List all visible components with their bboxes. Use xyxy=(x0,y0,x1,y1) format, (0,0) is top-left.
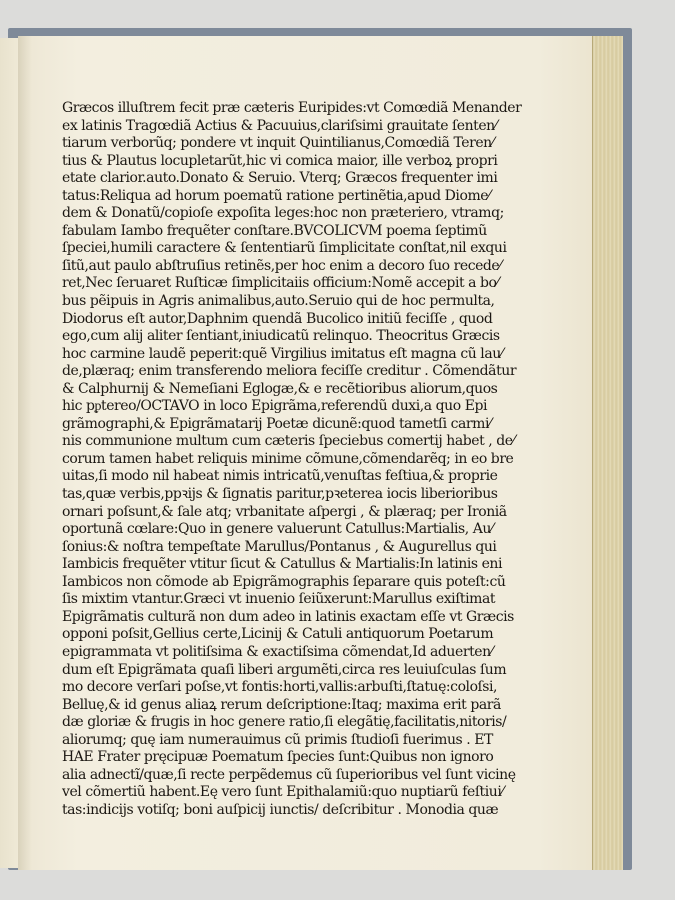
text-line: Diodorus eſt autor,Daphnim quendã Bucolico initiũ feciſſe , quod xyxy=(62,310,493,327)
text-line: corum tamen habet reliquis minime cõmune,cõmendarẽq; in eo bre xyxy=(62,450,514,467)
text-line: ſis mixtim vtantur.Græci vt inuenio ſeiũxerunt:Marullus exiſtimat xyxy=(62,591,496,608)
text-line: dem & Donatũ/copioſe expoſita leges:hoc non præteriero, vtramq; xyxy=(62,205,504,222)
text-line: aliorumq; quę iam numerauimus cũ primis ſtudioſi fuerimus . ET xyxy=(62,731,493,748)
text-line: tatus:Reliqua ad horum poematũ ratione pertinẽtia,apud Diome⁄ xyxy=(62,187,490,204)
text-line: Epigrãmatis culturã non dum adeo in latinis exactam eſſe vt Græcis xyxy=(62,608,514,625)
text-line: etate clarior.auto.Donato & Seruio. Vterq; Græcos frequenter imi xyxy=(62,170,498,187)
text-line: tas,quæ verbis,ppꝛijs & ſignatis paritur,pꝛeterea iocis liberioribus xyxy=(62,486,498,503)
facing-page-edge xyxy=(0,38,19,868)
text-line: oportunã cœlare:Quo in genere valuerunt Catullus:Martialis, Au⁄ xyxy=(62,521,493,538)
text-line: ſonius:& noſtra tempeſtate Marullus/Pontanus , & Augurellus qui xyxy=(62,538,497,555)
text-line: ſitũ,aut paulo abſtruſius retinẽs,per hoc enim a decoro ſuo recede⁄ xyxy=(62,257,502,274)
text-line: & Calphurnij & Nemeſiani Eglogæ,& e recẽtioribus aliorum,quos xyxy=(62,380,498,397)
text-line: tius & Plautus locupletarũt,hic vi comica maior, ille verboꝝ propri xyxy=(62,152,498,169)
text-line: opponi poſsit,Gellius certe,Licinij & Catuli antiquorum Poetarum xyxy=(62,626,494,643)
text-line: alia adnectĩ/quæ,ſi recte perpẽdemus cũ ſuperioribus vel ſunt vicinę xyxy=(62,766,516,783)
text-line: nis communione multum cum cæteris ſpeciebus comertij habet , de⁄ xyxy=(62,433,515,450)
text-line: epigrammata vt politiſsima & exactiſsima cõmendat,Id aduerten⁄ xyxy=(62,643,493,660)
text-line: vel cõmertiũ habent.Eę vero ſunt Epithalamiũ:quo nuptiarũ feſtiui⁄ xyxy=(62,784,504,801)
text-line: Iambicos non cõmode ab Epigrãmographis ſeparare quis poteſt:cũ xyxy=(62,573,506,590)
text-line: HAE Frater pręcipuæ Poematum ſpecies ſunt:Quibus non ignoro xyxy=(62,749,494,766)
text-line: ex latinis Tragœdiã Actius & Pacuuius,clariſsimi grauitate ſenten⁄ xyxy=(62,117,497,134)
text-line: Belluę,& id genus aliaꝝ rerum deſcriptione:Itaq; maxima erit parã xyxy=(62,696,501,713)
text-line: fabulam Iambo frequẽter conſtare.BVCOLICVM poema ſeptimũ xyxy=(62,222,487,239)
text-line: ego,cum alij aliter ſentiant,iniudicatũ relinquo. Theocritus Græcis xyxy=(62,328,500,345)
text-line: hoc carmine laudẽ peperit:quẽ Virgilius imitatus eſt magna cũ lau⁄ xyxy=(62,345,503,362)
text-line: uitas,ſi modo nil habeat nimis intricatũ,venuſtas feſtiua,& proprie xyxy=(62,468,498,485)
text-line: ret,Nec ſeruaret Ruſticæ ſimplicitaiis officium:Nomẽ accepit a bo⁄ xyxy=(62,275,499,292)
page-text-block xyxy=(62,100,582,819)
text-line: Græcos illuſtrem fecit præ cæteris Euripides:vt Comœdiã Menander xyxy=(62,100,522,116)
text-line: dæ gloriæ & frugis in hoc genere ratio,ſi elegãtię,facilitatis,nitoris/ xyxy=(62,714,507,731)
text-line: Iambicis frequẽter vtitur ſicut & Catullus & Martialis:In latinis eni xyxy=(62,556,503,573)
text-line: bus pẽipuis in Agris animalibus,auto.Seruio qui de hoc permulta, xyxy=(62,293,495,310)
text-line: hic pᵱtereo/OCTAVO in loco Epigrãma,referendũ duxi,a quo Epi xyxy=(62,398,488,415)
text-line: ornari poſsunt,& ſale atq; vrbanitate aſpergi , & plæraq; per Ironiã xyxy=(62,503,507,520)
text-line: dum eſt Epigrãmata quaſi liberi argumẽti,circa res leuiuſculas ſum xyxy=(62,661,507,678)
text-line: ſpeciei,humili caractere & ſententiarũ ſimplicitate conſtat,nil exqui xyxy=(62,240,507,257)
page-stack-edges xyxy=(592,36,623,870)
text-line: grãmographi,& Epigrãmatarij Poetæ dicunẽ:quod tametſi carmi⁄ xyxy=(62,415,491,432)
text-line: tas:indicijs votiſq; boni auſpicij iunctis/ deſcribitur . Monodia quæ xyxy=(62,801,499,818)
text-line: tiarum verborũq; pondere vt inquit Quintilianus,Comœdiã Teren⁄ xyxy=(62,135,494,152)
text-line: mo decore verſari poſse,vt fontis:horti,vallis:arbuſti,ſtatuę:coloſsi, xyxy=(62,679,498,696)
text-line: de,plæraq; enim transferendo meliora feciſſe creditur . Cõmendãtur xyxy=(62,363,517,380)
